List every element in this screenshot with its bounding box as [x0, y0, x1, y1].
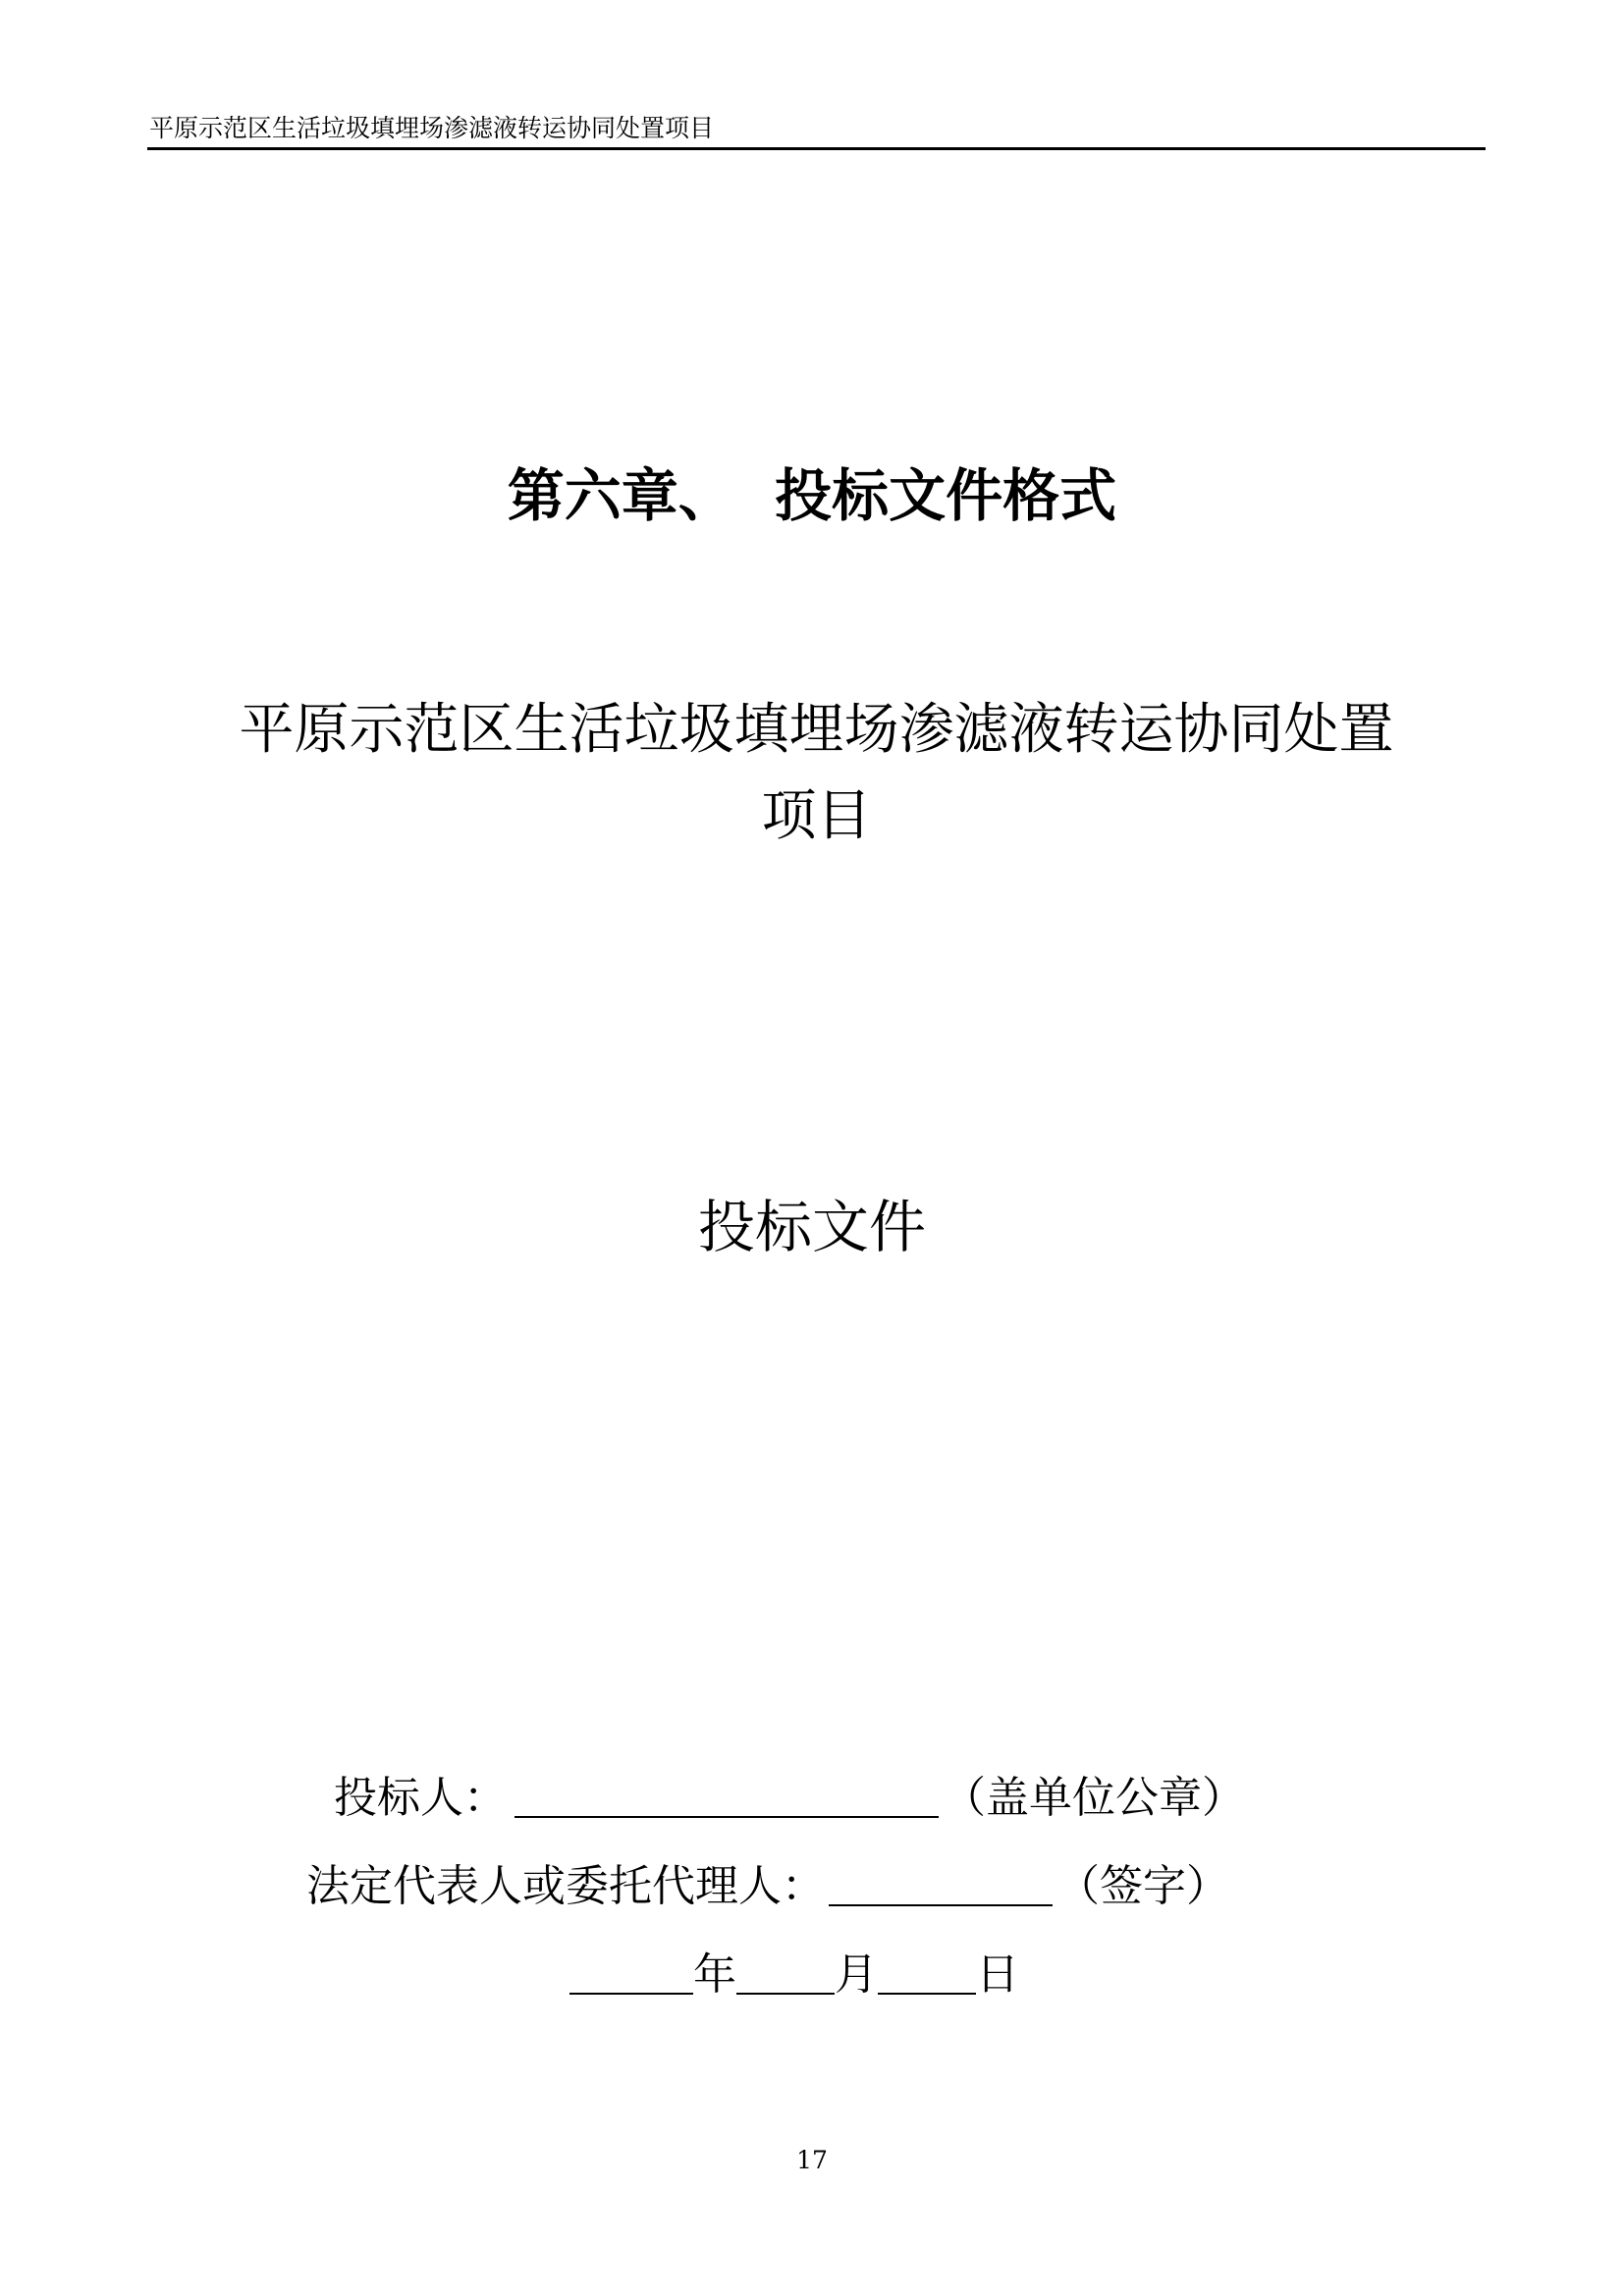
representative-note: （签字）	[1056, 1861, 1229, 1911]
header-rule	[147, 147, 1486, 150]
bidder-note: （盖单位公章）	[943, 1773, 1245, 1823]
year-blank	[569, 1946, 693, 1995]
document-title: 投标文件	[697, 1194, 926, 1260]
representative-label: 法定代表人或委托代理人：	[306, 1861, 825, 1911]
day-label: 日	[976, 1949, 1019, 2000]
bidder-blank	[514, 1769, 939, 1818]
date-row	[569, 1946, 1019, 2004]
representative-row	[306, 1857, 1229, 1916]
month-blank	[736, 1946, 835, 1995]
day-blank	[878, 1946, 976, 1995]
bidder-row	[334, 1769, 1245, 1828]
representative-blank	[829, 1857, 1053, 1906]
project-title	[147, 687, 1486, 860]
chapter-title: 第六章、 投标文件格式	[507, 462, 1117, 529]
month-label: 月	[835, 1949, 878, 2000]
project-title-line-2: 项目	[761, 784, 872, 848]
running-header: 平原示范区生活垃圾填埋场渗滤液转运协同处置项目	[149, 114, 715, 142]
page-number: 17	[796, 2146, 828, 2174]
year-label: 年	[693, 1949, 736, 2000]
project-title-line-1: 平原示范区生活垃圾填埋场渗滤液转运协同处置	[239, 698, 1394, 762]
bidder-label: 投标人：	[334, 1773, 507, 1823]
